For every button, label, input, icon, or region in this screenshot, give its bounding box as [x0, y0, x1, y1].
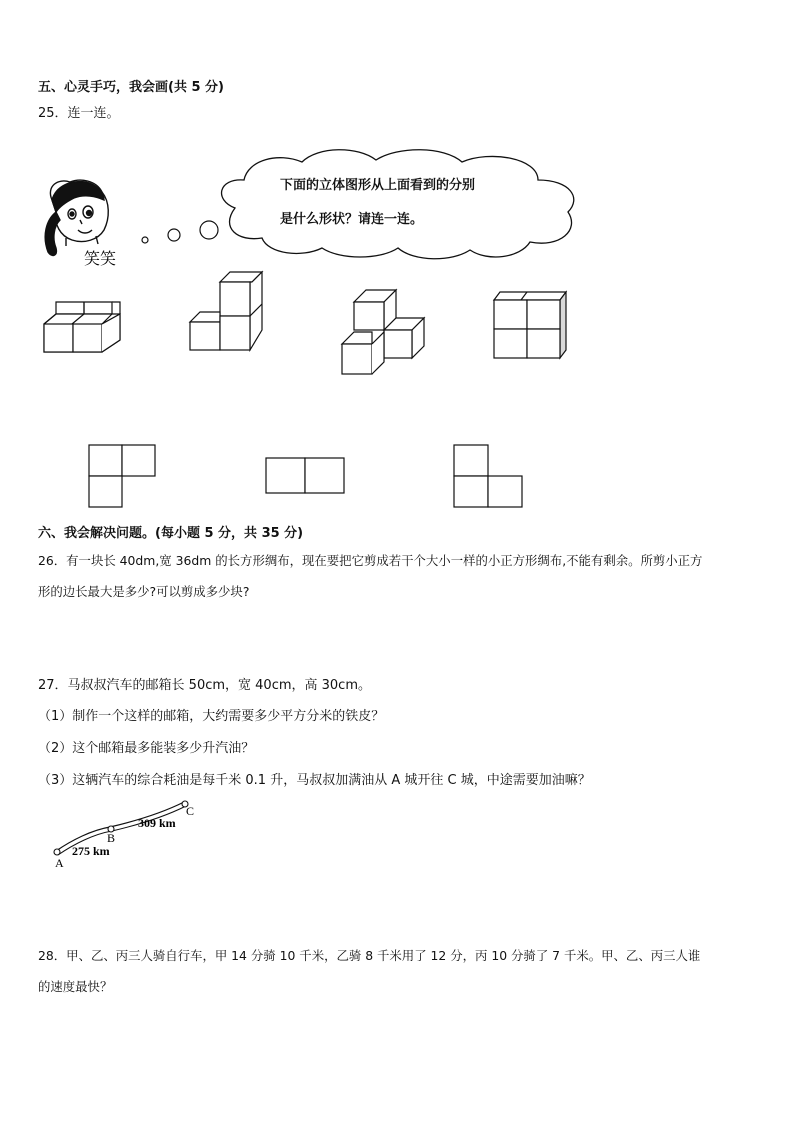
point-b-label: B [107, 831, 116, 845]
question-27-part-2: （2）这个邮箱最多能装多少升汽油？ [38, 741, 255, 756]
top-view-2 [266, 458, 344, 493]
distance-ab-label: 275 km [72, 844, 110, 858]
solid-figure-1 [44, 302, 120, 352]
section-6-heading: 六、我会解决问题。(每小题 5 分，共 35 分) [38, 526, 304, 541]
bubble-text-line-2: 是什么形状？请连一连。 [280, 212, 424, 227]
thought-dot-small [142, 237, 148, 243]
solid-figure-3 [342, 290, 424, 374]
point-a-marker [54, 849, 60, 855]
top-view-1 [89, 445, 155, 507]
question-26-line-2: 形的边长最大是多少?可以剪成多少块? [38, 584, 250, 599]
point-c-label: C [186, 804, 195, 818]
question-27-part-3: （3）这辆汽车的综合耗油是每千米 0.1 升，马叔叔加满油从 A 城开往 C 城，中途需要加油嘛？ [38, 773, 591, 788]
girl-character-illustration [45, 180, 108, 255]
bubble-text-line-1: 下面的立体图形从上面看到的分别 [280, 178, 476, 193]
question-27-part-1: （1）制作一个这样的邮箱，大约需要多少平方分米的铁皮？ [38, 709, 385, 724]
solid-figure-2 [190, 272, 262, 350]
thought-dot-medium [168, 229, 180, 241]
question-26-line-1: 26．有一块长 40dm,宽 36dm 的长方形绸布，现在要把它剪成若干个大小一样的小正方形绸布,不能有剩余。所剪小正方 [38, 553, 703, 568]
character-caption: 笑笑 [84, 249, 117, 268]
thought-dot-large [200, 221, 218, 239]
section-5-heading: 五、心灵手巧，我会画(共 5 分) [38, 80, 224, 95]
solid-figure-4 [494, 292, 566, 358]
distance-bc-label: 309 km [138, 816, 176, 830]
question-27-intro: 27．马叔叔汽车的邮箱长 50cm，宽 40cm，高 30cm。 [38, 678, 371, 693]
top-view-3 [454, 445, 522, 507]
question-28-line-1: 28．甲、乙、丙三人骑自行车，甲 14 分骑 10 千米，乙骑 8 千米用了 12 分，丙 10 分骑了 7 千米。甲、乙、丙三人谁 [38, 948, 701, 963]
route-diagram [54, 801, 194, 870]
thought-cloud [222, 150, 574, 259]
question-25-title: 25．连一连。 [38, 106, 120, 121]
point-a-label: A [55, 856, 64, 870]
question-28-line-2: 的速度最快？ [38, 979, 113, 994]
